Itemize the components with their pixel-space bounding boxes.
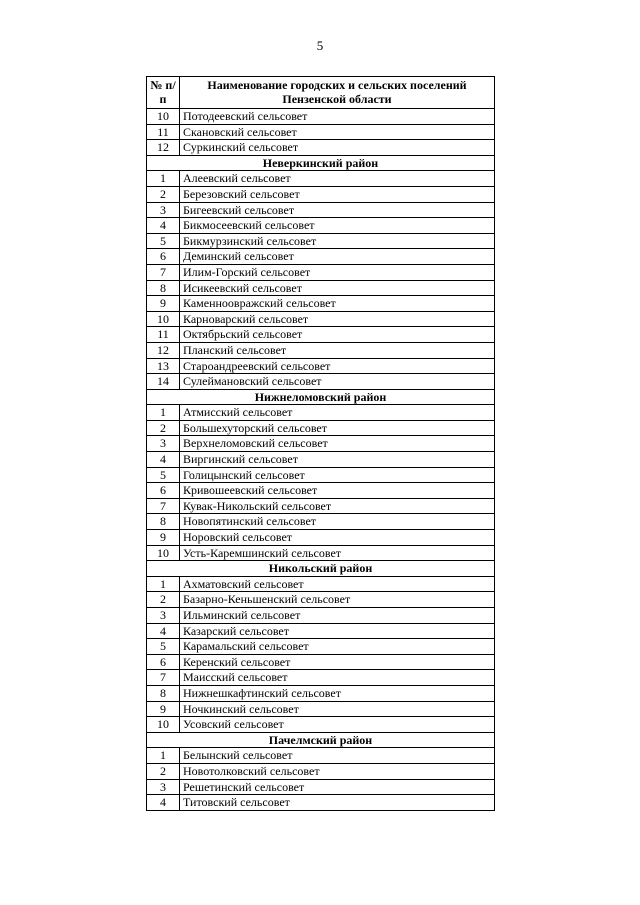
row-number: 5 xyxy=(147,467,180,483)
settlement-name: Деминский сельсовет xyxy=(180,249,495,265)
table-row xyxy=(147,311,495,327)
row-number: 6 xyxy=(147,483,180,499)
table-row xyxy=(147,576,495,592)
settlements-table xyxy=(146,76,495,811)
settlement-name: Алеевский сельсовет xyxy=(180,171,495,187)
row-number: 10 xyxy=(147,717,180,733)
row-number: 7 xyxy=(147,264,180,280)
row-number: 4 xyxy=(147,452,180,468)
header-name: Наименование городских и сельских поселений Пензенской области xyxy=(180,77,495,109)
district-row xyxy=(147,155,495,171)
settlement-name: Каменноовражский сельсовет xyxy=(180,296,495,312)
settlement-name: Новопятинский сельсовет xyxy=(180,514,495,530)
table-row xyxy=(147,109,495,125)
settlement-name: Суркинский сельсовет xyxy=(180,140,495,156)
row-number: 2 xyxy=(147,592,180,608)
table-row xyxy=(147,140,495,156)
row-number: 4 xyxy=(147,795,180,811)
table-row xyxy=(147,608,495,624)
table-row xyxy=(147,186,495,202)
settlement-name: Виргинский сельсовет xyxy=(180,452,495,468)
row-number: 3 xyxy=(147,202,180,218)
table-row xyxy=(147,498,495,514)
district-row xyxy=(147,732,495,748)
table-row xyxy=(147,779,495,795)
row-number: 10 xyxy=(147,545,180,561)
row-number: 10 xyxy=(147,311,180,327)
settlement-name: Ильминский сельсовет xyxy=(180,608,495,624)
row-number: 10 xyxy=(147,109,180,125)
row-number: 2 xyxy=(147,763,180,779)
table-row xyxy=(147,296,495,312)
district-row xyxy=(147,561,495,577)
table-row xyxy=(147,436,495,452)
settlement-name: Кувак-Никольский сельсовет xyxy=(180,498,495,514)
row-number: 13 xyxy=(147,358,180,374)
district-name: Пачелмский район xyxy=(147,732,495,748)
table-row xyxy=(147,233,495,249)
settlement-name: Кривошеевский сельсовет xyxy=(180,483,495,499)
settlement-name: Решетинский сельсовет xyxy=(180,779,495,795)
row-number: 12 xyxy=(147,342,180,358)
settlement-name: Большехуторский сельсовет xyxy=(180,420,495,436)
district-row xyxy=(147,389,495,405)
table-header-row xyxy=(147,77,495,109)
settlement-name: Потодеевский сельсовет xyxy=(180,109,495,125)
header-number: № п/п xyxy=(147,77,180,109)
settlement-name: Староандреевский сельсовет xyxy=(180,358,495,374)
table-row xyxy=(147,342,495,358)
settlement-name: Березовский сельсовет xyxy=(180,186,495,202)
row-number: 4 xyxy=(147,623,180,639)
settlement-name: Базарно-Кеньшенский сельсовет xyxy=(180,592,495,608)
row-number: 9 xyxy=(147,701,180,717)
table-row xyxy=(147,670,495,686)
settlement-name: Усть-Каремшинский сельсовет xyxy=(180,545,495,561)
settlement-name: Голицынский сельсовет xyxy=(180,467,495,483)
row-number: 14 xyxy=(147,374,180,390)
row-number: 8 xyxy=(147,685,180,701)
settlement-name: Норовский сельсовет xyxy=(180,530,495,546)
settlement-name: Сулеймановский сельсовет xyxy=(180,374,495,390)
settlement-name: Верхнеломовский сельсовет xyxy=(180,436,495,452)
row-number: 6 xyxy=(147,249,180,265)
table-row xyxy=(147,654,495,670)
settlement-name: Бикмосеевский сельсовет xyxy=(180,218,495,234)
page-number: 5 xyxy=(316,38,324,53)
settlement-name: Керенский сельсовет xyxy=(180,654,495,670)
table-row xyxy=(147,420,495,436)
row-number: 5 xyxy=(147,639,180,655)
row-number: 1 xyxy=(147,748,180,764)
row-number: 12 xyxy=(147,140,180,156)
settlement-name: Карноварский сельсовет xyxy=(180,311,495,327)
table-row xyxy=(147,717,495,733)
settlement-name: Новотолковский сельсовет xyxy=(180,763,495,779)
settlement-name: Карамальский сельсовет xyxy=(180,639,495,655)
table-body xyxy=(147,109,495,811)
table-row xyxy=(147,795,495,811)
table-row xyxy=(147,264,495,280)
table-row xyxy=(147,452,495,468)
row-number: 8 xyxy=(147,280,180,296)
row-number: 3 xyxy=(147,779,180,795)
row-number: 2 xyxy=(147,186,180,202)
row-number: 8 xyxy=(147,514,180,530)
settlement-name: Бикмурзинский сельсовет xyxy=(180,233,495,249)
table-row xyxy=(147,623,495,639)
table-row xyxy=(147,514,495,530)
row-number: 7 xyxy=(147,670,180,686)
settlement-name: Ночкинский сельсовет xyxy=(180,701,495,717)
table-row xyxy=(147,124,495,140)
table-row xyxy=(147,202,495,218)
row-number: 2 xyxy=(147,420,180,436)
settlement-name: Илим-Горский сельсовет xyxy=(180,264,495,280)
row-number: 9 xyxy=(147,530,180,546)
table-row xyxy=(147,467,495,483)
row-number: 6 xyxy=(147,654,180,670)
table-row xyxy=(147,748,495,764)
row-number: 1 xyxy=(147,576,180,592)
table-row xyxy=(147,218,495,234)
settlement-name: Бигеевский сельсовет xyxy=(180,202,495,218)
row-number: 11 xyxy=(147,327,180,343)
table-row xyxy=(147,483,495,499)
district-name: Неверкинский район xyxy=(147,155,495,171)
table-row xyxy=(147,592,495,608)
settlement-name: Исикеевский сельсовет xyxy=(180,280,495,296)
row-number: 1 xyxy=(147,405,180,421)
table-row xyxy=(147,327,495,343)
district-name: Никольский район xyxy=(147,561,495,577)
settlement-name: Атмисский сельсовет xyxy=(180,405,495,421)
table-row xyxy=(147,701,495,717)
table-row xyxy=(147,171,495,187)
settlement-name: Планский сельсовет xyxy=(180,342,495,358)
row-number: 1 xyxy=(147,171,180,187)
settlement-name: Усовский сельсовет xyxy=(180,717,495,733)
table-row xyxy=(147,639,495,655)
district-name: Нижнеломовский район xyxy=(147,389,495,405)
settlement-name: Ахматовский сельсовет xyxy=(180,576,495,592)
table-row xyxy=(147,374,495,390)
table-row xyxy=(147,280,495,296)
settlement-name: Титовский сельсовет xyxy=(180,795,495,811)
row-number: 5 xyxy=(147,233,180,249)
settlement-name: Нижнешкафтинский сельсовет xyxy=(180,685,495,701)
table-row xyxy=(147,405,495,421)
settlement-name: Маисский сельсовет xyxy=(180,670,495,686)
settlement-name: Белынский сельсовет xyxy=(180,748,495,764)
table-row xyxy=(147,530,495,546)
row-number: 7 xyxy=(147,498,180,514)
row-number: 4 xyxy=(147,218,180,234)
table-row xyxy=(147,545,495,561)
table-row xyxy=(147,358,495,374)
settlement-name: Казарский сельсовет xyxy=(180,623,495,639)
row-number: 3 xyxy=(147,436,180,452)
table-row xyxy=(147,249,495,265)
row-number: 3 xyxy=(147,608,180,624)
table-row xyxy=(147,763,495,779)
row-number: 11 xyxy=(147,124,180,140)
settlement-name: Октябрьский сельсовет xyxy=(180,327,495,343)
settlement-name: Скановский сельсовет xyxy=(180,124,495,140)
table-row xyxy=(147,685,495,701)
row-number: 9 xyxy=(147,296,180,312)
